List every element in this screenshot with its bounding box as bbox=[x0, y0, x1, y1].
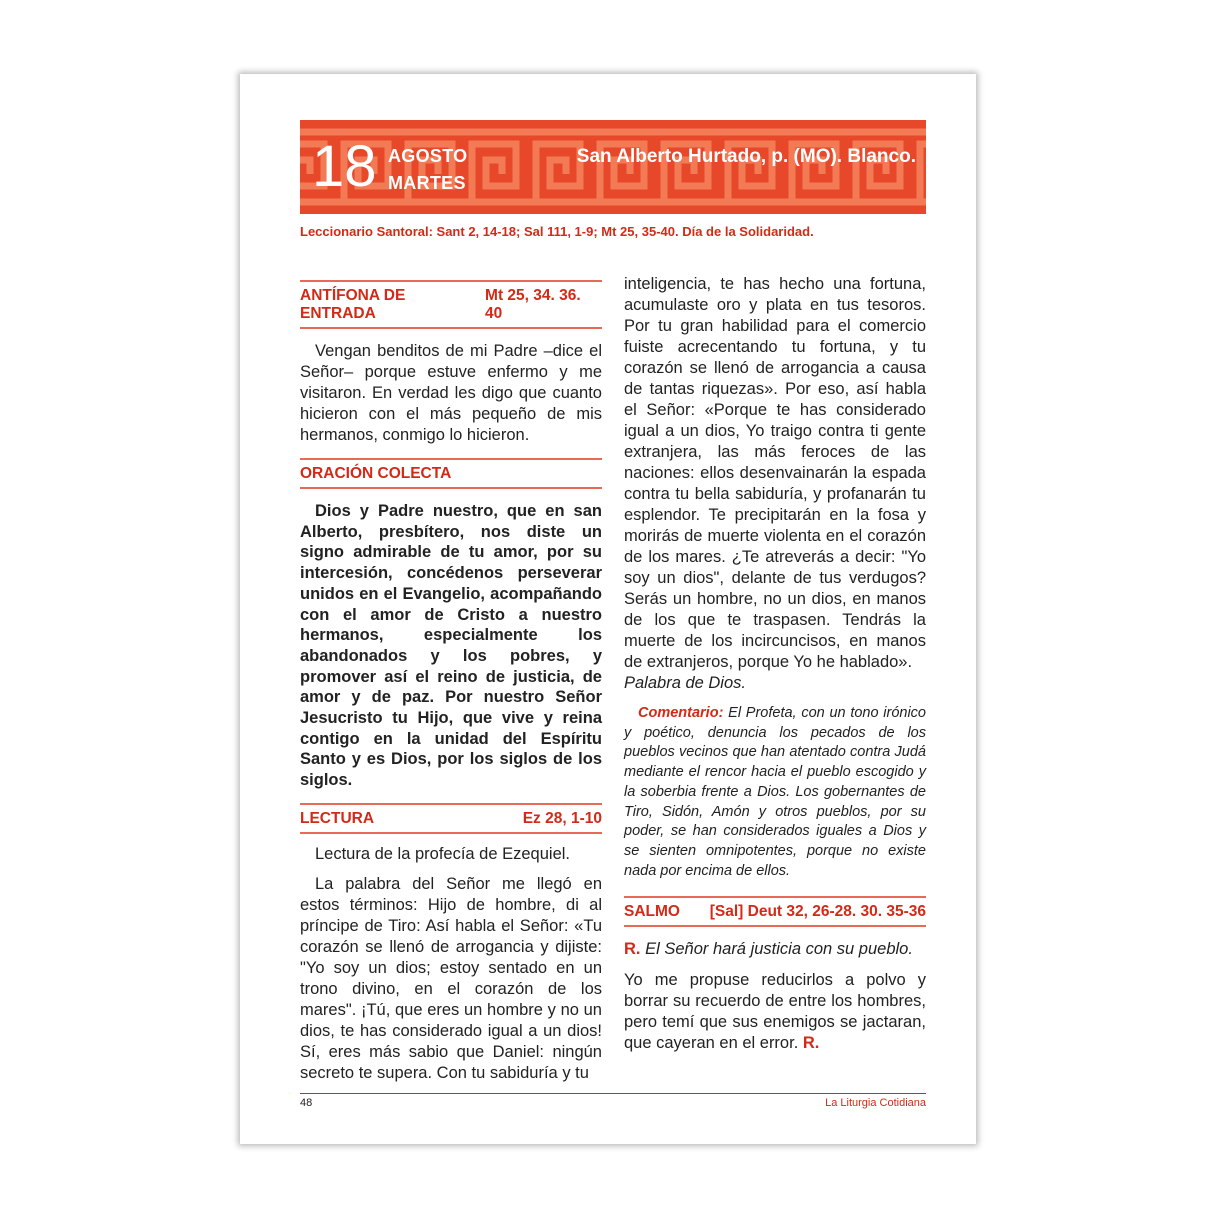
meander-segment bbox=[920, 144, 926, 202]
oracion-text: Dios y Padre nuestro, que en san Alberto, presbítero, nos diste un signo admirable de tu amor, por su intercesión, concédenos perseverar unidos en el Evangelio, acompañando con el amor de Cristo a nuestro hermanos, especialmente los abandonados y los pobres, y promover así el reino de justicia, de amor y de paz. Por nuestro Señor Jesucristo tu Hijo, que vive y reina contigo en la unidad del Espíritu Santo y es Dios, por los siglos de los siglos. bbox=[300, 502, 602, 790]
lectura-intro: Lectura de la profecía de Ezequiel. bbox=[315, 844, 571, 863]
comentario bbox=[624, 704, 926, 881]
salmo-title: SALMO bbox=[624, 902, 680, 920]
publication-name: La Liturgia Cotidiana bbox=[825, 1097, 926, 1109]
antifona-title: ANTÍFONA DE ENTRADA bbox=[300, 287, 406, 322]
oracion-title: ORACIÓN COLECTA bbox=[300, 465, 452, 482]
lectura-closing: Palabra de Dios. bbox=[624, 674, 746, 692]
salmo-r-end: R. bbox=[802, 1033, 820, 1052]
month-label: AGOSTO bbox=[388, 146, 468, 166]
salmo-r-label: R. bbox=[624, 939, 641, 958]
book-page bbox=[240, 74, 976, 1144]
comentario-text: El Profeta, con un tono irónico y poético, denuncia los pecados de los pueblos vecinos que han atentado contra Judá mediante el rencor hacia el pueblo escogido y la soberbia frente a Dios. Los gobernantes de Tiro, Sidón, Amón y otros pueblos, por su poder, se han considerados iguales a Dios y se sienten omnipotentes, porque no existe nada por encima de ellos. bbox=[624, 705, 926, 879]
salmo-stanza bbox=[624, 970, 926, 1054]
day-number: 18 bbox=[312, 134, 377, 199]
right-column bbox=[624, 275, 926, 1054]
weekday-label: MARTES bbox=[388, 173, 466, 193]
antifona-text: Vengan benditos de mi Padre –dice el Señor– porque estuve enfermo y me visitaron. En verdad les digo que cuanto hicieron con el más pequeño de mis hermanos, conmigo lo hicieron. bbox=[300, 342, 602, 444]
oracion-heading bbox=[300, 458, 602, 489]
salmo-response bbox=[624, 939, 926, 960]
antifona-heading bbox=[300, 280, 602, 329]
lectura-heading bbox=[300, 803, 602, 834]
lectura-title: LECTURA bbox=[300, 809, 375, 827]
lectura-text-left: La palabra del Señor me llegó en estos términos: Hijo de hombre, di al príncipe de Tiro: Así habla el Señor: «Tu corazón se llenó de arrogancia y dijiste: "Yo soy un dios; estoy sentado en un trono divino, en el corazón de los mares". ¡Tú, que eres un hombre y no un dios, te has considerado igual a un dios! Sí, eres más sabio que Daniel: ningún secreto te supera. Con tu sabiduría y tu bbox=[300, 874, 602, 1082]
antifona-ref: Mt 25, 34. 36. 40 bbox=[485, 287, 581, 322]
meander-segment bbox=[536, 144, 580, 202]
meander-segment bbox=[472, 144, 516, 202]
leccionario-line: Leccionario Santoral: Sant 2, 14-18; Sal 111, 1-9; Mt 25, 35-40. Día de la Solidaridad. bbox=[300, 224, 814, 239]
date-banner bbox=[300, 120, 926, 214]
left-column bbox=[300, 280, 602, 1084]
salmo-heading bbox=[624, 896, 926, 927]
salmo-text: Yo me propuse reducirlos a polvo y borrar su recuerdo de entre los hombres, pero temí que sus enemigos se jactaran, que cayeran en el error. bbox=[624, 970, 926, 1052]
salmo-ref: [Sal] Deut 32, 26-28. 30. 35-36 bbox=[709, 902, 926, 920]
saint-title: San Alberto Hurtado, p. (MO). Blanco. bbox=[576, 146, 916, 167]
lectura-ref: Ez 28, 1-10 bbox=[522, 809, 602, 827]
salmo-response-text: El Señor hará justicia con su pueblo. bbox=[645, 939, 913, 958]
comentario-label: Comentario: bbox=[638, 705, 724, 721]
lectura-text-right: inteligencia, te has hecho una fortuna, acumulaste oro y plata en tus tesoros. Por tu gran habilidad para el comercio fuiste acrecentando tu fortuna, y tu corazón se llenó de arrogancia a causa de tantas riquezas». Por eso, así habla el Señor: «Porque te has considerado igual a un dios, Yo traigo contra ti gente extranjera, las más feroces de las naciones: ellos desenvainarán la espada contra tu bella sabiduría, y profanarán tu esplendor. Te precipitarán en la fosa y morirás de muerte violenta en el corazón de los mares. ¿Te atreverás a decir: "Yo soy un dios", delante de tus verdugos? Serás un hombre, no un dios, en manos de los que te traspasen. Tendrás la muerte de los incircuncisos, en manos de extranjeros, porque Yo he hablado». bbox=[624, 275, 926, 671]
page-number: 48 bbox=[300, 1097, 313, 1109]
footer-rule bbox=[300, 1093, 926, 1094]
